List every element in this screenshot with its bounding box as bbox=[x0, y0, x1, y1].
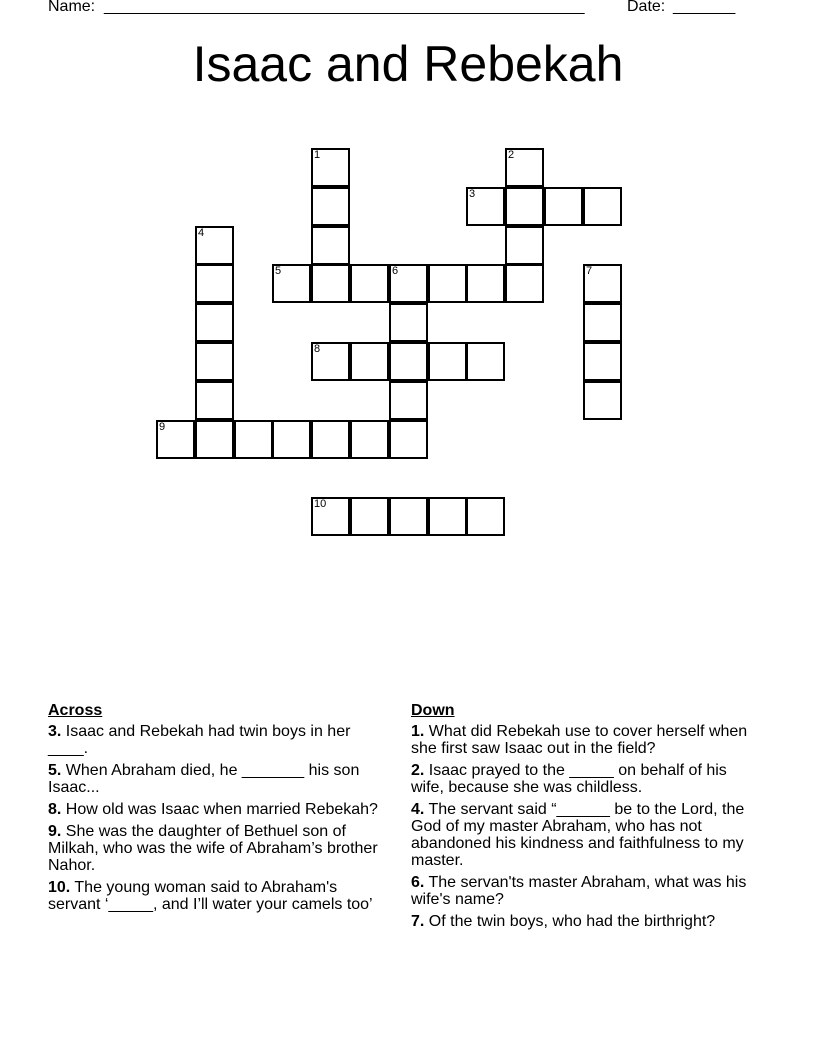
grid-cell[interactable] bbox=[389, 264, 428, 303]
cell-number: 1 bbox=[314, 149, 321, 161]
down-clues bbox=[411, 702, 761, 935]
grid-cell[interactable] bbox=[389, 381, 428, 420]
grid-cell[interactable] bbox=[583, 264, 622, 303]
grid-cell[interactable] bbox=[466, 497, 505, 536]
grid-cell[interactable] bbox=[350, 264, 389, 303]
clue-text: Isaac and Rebekah had twin boys in her ____. bbox=[48, 723, 351, 757]
grid-cell[interactable] bbox=[428, 342, 467, 381]
cell-number: 10 bbox=[314, 498, 327, 510]
clue-down-2 bbox=[411, 762, 761, 796]
grid-cell[interactable] bbox=[505, 187, 544, 226]
clue-number: 10. bbox=[48, 879, 71, 896]
clue-text: How old was Isaac when married Rebekah? bbox=[65, 801, 378, 818]
name-field[interactable]: ______________________________________________________ bbox=[104, 0, 585, 15]
grid-cell[interactable] bbox=[466, 264, 505, 303]
clue-across-10 bbox=[48, 879, 388, 913]
across-heading: Across bbox=[48, 702, 103, 719]
cell-number: 6 bbox=[392, 265, 399, 277]
grid-cell[interactable] bbox=[195, 381, 234, 420]
grid-cell[interactable] bbox=[350, 420, 389, 459]
clue-text: Isaac prayed to the _____ on behalf of his wife, because she was childless. bbox=[411, 762, 727, 796]
clue-across-5 bbox=[48, 762, 388, 796]
grid-cell[interactable] bbox=[272, 264, 311, 303]
clue-down-6 bbox=[411, 874, 761, 908]
grid-cell[interactable] bbox=[389, 497, 428, 536]
clue-across-3 bbox=[48, 723, 388, 757]
grid-cell[interactable] bbox=[195, 303, 234, 342]
clue-number: 9. bbox=[48, 823, 62, 840]
grid-cell[interactable] bbox=[311, 497, 350, 536]
grid-cell[interactable] bbox=[195, 342, 234, 381]
grid-cell[interactable] bbox=[505, 148, 544, 187]
clue-down-4 bbox=[411, 801, 761, 869]
grid-cell[interactable] bbox=[350, 342, 389, 381]
clue-number: 8. bbox=[48, 801, 62, 818]
grid-cell[interactable] bbox=[195, 420, 234, 459]
grid-cell[interactable] bbox=[311, 148, 350, 187]
grid-cell[interactable] bbox=[505, 226, 544, 265]
grid-cell[interactable] bbox=[195, 264, 234, 303]
clue-across-9 bbox=[48, 823, 388, 874]
clue-text: Of the twin boys, who had the birthright? bbox=[428, 913, 716, 930]
clue-number: 7. bbox=[411, 913, 425, 930]
grid-cell[interactable] bbox=[389, 420, 428, 459]
cell-number: 5 bbox=[275, 265, 282, 277]
grid-cell[interactable] bbox=[195, 226, 234, 265]
grid-cell[interactable] bbox=[311, 264, 350, 303]
clue-number: 4. bbox=[411, 801, 425, 818]
clue-down-7 bbox=[411, 913, 761, 930]
grid-cell[interactable] bbox=[583, 342, 622, 381]
clue-number: 1. bbox=[411, 723, 425, 740]
clue-text: She was the daughter of Bethuel son of Milkah, who was the wife of Abraham’s brother Nahor. bbox=[48, 823, 378, 874]
grid-cell[interactable] bbox=[466, 187, 505, 226]
date-field[interactable]: _______ bbox=[673, 0, 736, 15]
down-heading: Down bbox=[411, 702, 455, 719]
grid-cell[interactable] bbox=[583, 187, 622, 226]
grid-cell[interactable] bbox=[272, 420, 311, 459]
grid-cell[interactable] bbox=[428, 497, 467, 536]
clue-number: 3. bbox=[48, 723, 62, 740]
cell-number: 3 bbox=[469, 188, 476, 200]
clue-number: 2. bbox=[411, 762, 425, 779]
clue-text: What did Rebekah use to cover herself when she first saw Isaac out in the field? bbox=[411, 723, 748, 757]
clue-down-1 bbox=[411, 723, 761, 757]
grid-cell[interactable] bbox=[311, 342, 350, 381]
clue-text: When Abraham died, he _______ his son Isaac... bbox=[48, 762, 360, 796]
grid-cell[interactable] bbox=[311, 226, 350, 265]
across-clues bbox=[48, 702, 388, 918]
grid-cell[interactable] bbox=[544, 187, 583, 226]
clue-text: The young woman said to Abraham's servant ‘_____, and I’ll water your camels too’ bbox=[48, 879, 373, 913]
page-title: Isaac and Rebekah bbox=[192, 36, 624, 92]
cell-number: 9 bbox=[159, 421, 166, 433]
grid-cell[interactable] bbox=[466, 342, 505, 381]
clue-text: The servan'ts master Abraham, what was his wife's name? bbox=[411, 874, 747, 908]
cell-number: 7 bbox=[586, 265, 593, 277]
cell-number: 8 bbox=[314, 343, 321, 355]
clue-across-8 bbox=[48, 801, 388, 818]
grid-cell[interactable] bbox=[156, 420, 195, 459]
grid-cell[interactable] bbox=[311, 187, 350, 226]
grid-cell[interactable] bbox=[428, 264, 467, 303]
cell-number: 2 bbox=[508, 149, 515, 161]
clue-text: The servant said “______ be to the Lord, the God of my master Abraham, who has not abandoned his kindness and faithfulness to my master. bbox=[411, 801, 745, 869]
name-label: Name: bbox=[48, 0, 96, 15]
grid-cell[interactable] bbox=[389, 342, 428, 381]
grid-cell[interactable] bbox=[505, 264, 544, 303]
grid-cell[interactable] bbox=[311, 420, 350, 459]
grid-cell[interactable] bbox=[389, 303, 428, 342]
clue-number: 6. bbox=[411, 874, 425, 891]
date-label: Date: bbox=[627, 0, 666, 15]
grid-cell[interactable] bbox=[234, 420, 273, 459]
grid-cell[interactable] bbox=[583, 303, 622, 342]
grid-cell[interactable] bbox=[583, 381, 622, 420]
clue-number: 5. bbox=[48, 762, 62, 779]
grid-cell[interactable] bbox=[350, 497, 389, 536]
cell-number: 4 bbox=[198, 227, 205, 239]
worksheet-header bbox=[48, 0, 748, 20]
